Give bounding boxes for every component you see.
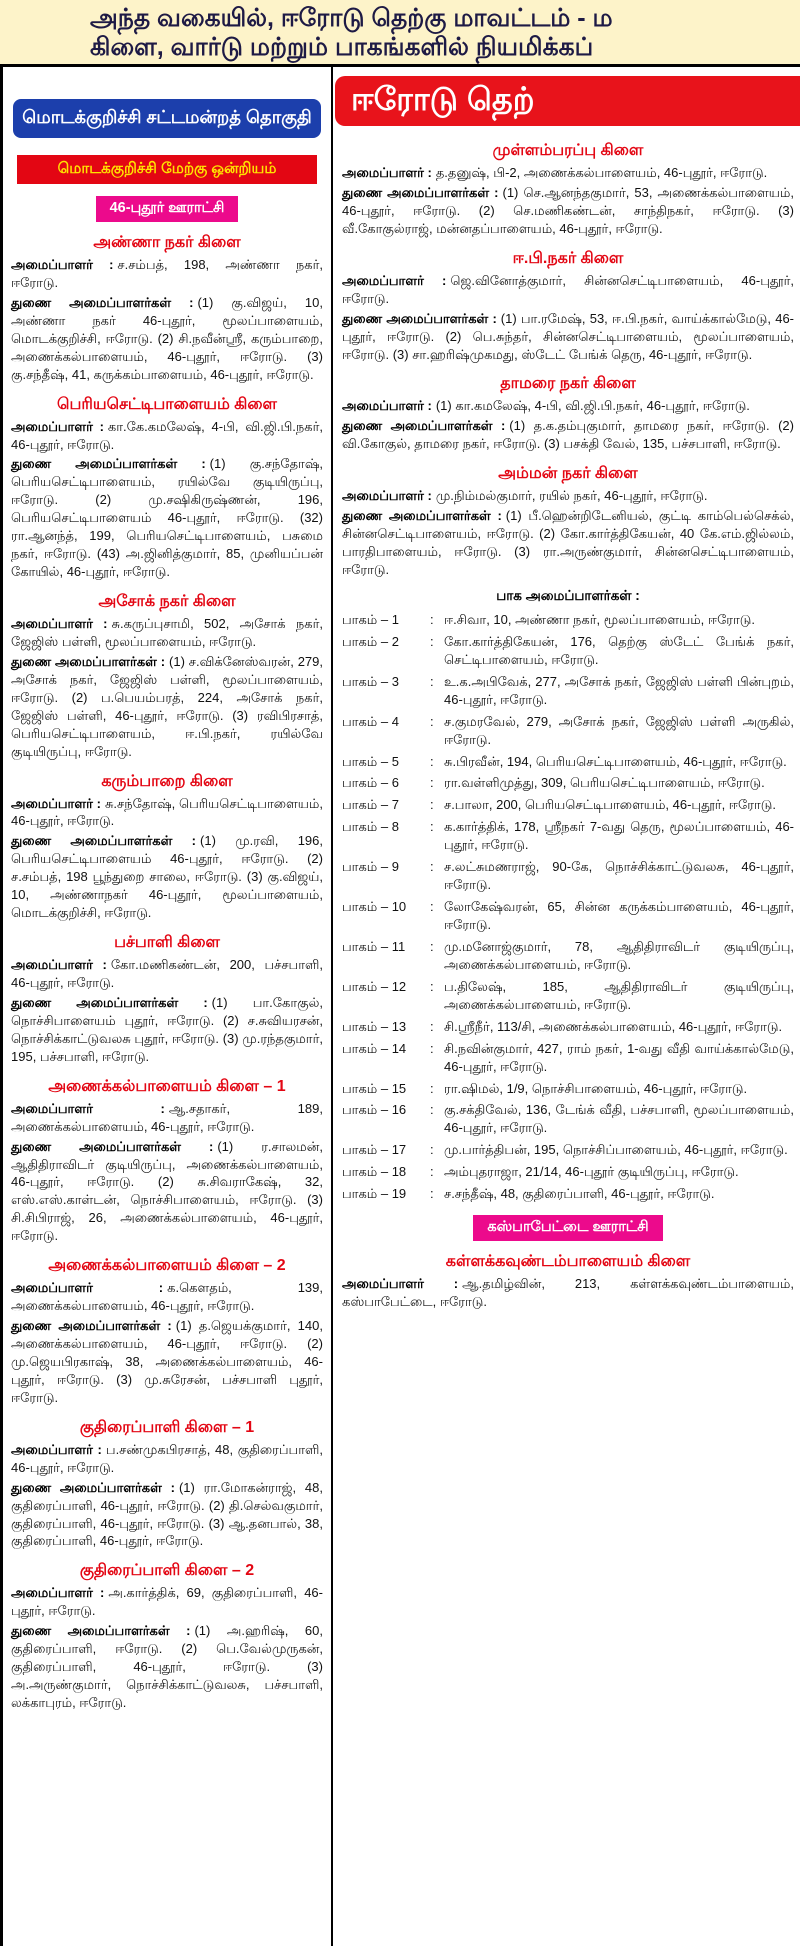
branch-heading: பச்பாளி கிளை: [114, 934, 220, 952]
branch-section: [11, 772, 323, 923]
organizer-line: [11, 1100, 323, 1136]
deputies-value: (1) த.க.தம்புகுமார், தாமரை நகர், ஈரோடு. (2) வி.கோகுல், தாமரை நகர், ஈரோடு. (3) பசக்தி வேல், 135, பச்சபாளி, ஈரோடு.: [342, 418, 794, 452]
branch-section: [11, 233, 323, 384]
deputies-value: (1) மு.ரவி, 196, பெரியசெட்டிபாளையம் 46-புதூர், ஈரோடு. (2) ச.சம்பத், 198 பூந்துறை சாலை, ஈரோடு. (3) கு.விஜய், 10, அண்ணாநகர் 46-புதூர், மூலப்பாளையம், மொடக்குறிச்சி, ஈரோடு.: [11, 833, 324, 921]
organizer-value: த.தனுஷ், பி-2, அணைக்கல்பாளையம், 46-புதூர், ஈரோடு.: [435, 165, 768, 180]
part-colon: :: [430, 819, 434, 835]
part-colon: :: [430, 713, 434, 729]
part-label: பாகம் – 13: [342, 1018, 407, 1034]
part-row: [342, 1080, 794, 1098]
deputies-line: [11, 294, 323, 384]
newspaper-masthead: ஈரோடு தெற்: [335, 76, 800, 126]
deputies-line: [342, 310, 794, 364]
part-row: [342, 1018, 794, 1036]
constituency-title: மொடக்குறிச்சி சட்டமன்றத் தொகுதி: [13, 99, 321, 138]
deputies-line: [342, 184, 794, 238]
part-text: சி.ஸ்ரீநீர், 113/சி, அணைக்கல்பாளையம், 46-புதூர், ஈரோடு.: [444, 1018, 783, 1034]
branch-heading: பெரியசெட்டிபாளையம் கிளை: [57, 395, 277, 413]
top-banner: [0, 0, 800, 64]
part-colon: :: [430, 1102, 434, 1118]
deputies-label: துணை அமைப்பாளர்கள் :: [11, 1479, 175, 1495]
organizer-value: ப.சண்முகபிரசாத், 48, குதிரைப்பாளி, 46-புதூர், ஈரோடு.: [11, 1441, 323, 1475]
left-column: [3, 67, 333, 1946]
deputies-line: [11, 1479, 323, 1551]
deputies-value: (1) செ.ஆனந்தகுமார், 53, அணைக்கல்பாளையம், 46-புதூர், ஈரோடு. (2) செ.மணிகண்டன், சாந்திநகர், ஈரோடு. (3) வீ.கோகுல்ராஜ், மன்னதப்பாளையம், 46-புதூர், ஈரோடு.: [342, 184, 794, 236]
organizer-label: அமைப்பாளர் :: [342, 398, 432, 414]
part-label: பாகம் – 6: [342, 775, 399, 791]
panchayat2-title: கஸ்பாபேட்டை ஊராட்சி: [473, 1215, 662, 1241]
part-label: பாகம் – 5: [342, 753, 399, 769]
part-colon: :: [430, 753, 434, 769]
deputies-label: துணை அமைப்பாளர்கள் :: [342, 508, 502, 524]
deputies-line: [11, 455, 323, 581]
deputies-label: துணை அமைப்பாளர்கள் :: [11, 1318, 172, 1334]
organizer-value: சு.கருப்புசாமி, 502, அசோக் நகர், ஜேஜிஸ் பள்ளி, மூலப்பாளையம், ஈரோடு.: [11, 616, 323, 649]
organizer-line: [11, 615, 323, 651]
part-label: பாகம் – 17: [342, 1142, 407, 1158]
part-label: பாகம் – 15: [342, 1080, 407, 1096]
right-column: [333, 67, 800, 1946]
part-label: பாகம் – 14: [342, 1040, 407, 1056]
part-colon: :: [430, 797, 434, 813]
branch-heading: கள்ளக்கவுண்டம்பாளையம் கிளை: [445, 1253, 691, 1271]
part-colon: :: [430, 899, 434, 915]
organizer-label: அமைப்பாளர் :: [11, 1280, 164, 1296]
part-text: ச.சந்தீஷ், 48, குதிரைப்பாளி, 46-புதூர், ஈரோடு.: [444, 1186, 715, 1202]
organizer-line: [342, 397, 794, 415]
organizer-value: க.கௌதம், 139, அணைக்கல்பாளையம், 46-புதூர், ஈரோடு.: [11, 1280, 323, 1314]
organizer-line: [11, 1279, 323, 1315]
part-colon: :: [430, 633, 434, 649]
organizer-label: அமைப்பாளர் :: [11, 257, 114, 272]
organizer-label: அமைப்பாளர் :: [11, 1585, 105, 1601]
parts-list: [342, 611, 794, 1203]
article-sheet: [0, 64, 800, 1946]
organizer-label: அமைப்பாளர் :: [342, 165, 432, 180]
branch-section: [11, 933, 323, 1066]
part-row: [342, 938, 794, 974]
left-sections: [11, 233, 323, 1712]
branch-section: [342, 464, 794, 579]
deputies-value: (1) த.ஜெயக்குமார், 140, அணைக்கல்பாளையம், 46-புதூர், ஈரோடு. (2) மு.ஜெயபிரகாஷ், 38, அணைக்கல்பாளையம், 46-புதூர், ஈரோடு. (3) மு.சுரேசன், பச்சபாளி புதூர், ஈரோடு.: [11, 1318, 323, 1405]
part-colon: :: [430, 978, 434, 994]
deputies-value: (1) ரா.மோகன்ராஜ், 48, குதிரைப்பாளி, 46-புதூர், ஈரோடு. (2) தி.செல்வகுமார், குதிரைப்பாளி, 46-புதூர், ஈரோடு. (3) ஆ.தனபால், 38, குதிரைப்பாளி, 46-புதூர், ஈரோடு.: [11, 1479, 324, 1549]
branch-section: [342, 249, 794, 364]
part-text: ச.குமரவேல், 279, அசோக் நகர், ஜேஜிஸ் பள்ளி அருகில், ஈரோடு.: [444, 713, 794, 747]
part-text: ச.லட்சுமணராஜ், 90-கே, நொச்சிக்காட்டுவலசு, 46-புதூர், ஈரோடு.: [444, 859, 794, 893]
organizer-value: சு.சந்தோஷ், பெரியசெட்டிபாளையம், 46-புதூர், ஈரோடு.: [11, 795, 323, 829]
deputies-value: (1) கு.விஜய், 10, அண்ணா நகர் 46-புதூர், மூலப்பாளையம், மொடக்குறிச்சி, ஈரோடு. (2) சி.நவீன்ஸ்ரீ, கரும்பாறை, அணைக்கல்பாளையம், 46-புதூர், ஈரோடு. (3) கு.சந்தீஷ், 41, கருக்கம்பாளையம், 46-புதூர், ஈரோடு.: [11, 294, 323, 382]
part-colon: :: [430, 1164, 434, 1180]
deputies-line: [342, 507, 794, 579]
part-text: லோகேஷ்வரன், 65, சின்ன கருக்கம்பாளையம், 46-புதூர், ஈரோடு.: [444, 899, 794, 932]
deputies-value: (1) கு.சந்தோஷ், பெரியசெட்டிபாளையம், ரயில்வே குடியிருப்பு, ஈரோடு. (2) மு.சஷிகிருஷ்ணன், 196, பெரியசெட்டிபாளையம் 46-புதூர், ஈரோடு. (32) ரா.ஆனந்த், 199, பெரியசெட்டிபாளையம், பசுமை நகர், ஈரோடு. (43) அ.ஜினித்குமார், 85, முனியப்பன் கோயில், 46-புதூர், ஈரோடு.: [11, 456, 323, 580]
organizer-label: அமைப்பாளர் :: [11, 957, 107, 973]
deputies-label: துணை அமைப்பாளர்கள் :: [11, 833, 197, 849]
part-label: பாகம் – 12: [342, 978, 407, 994]
organizer-label: அமைப்பாளர் :: [11, 1441, 102, 1457]
branch-heading: அணைக்கல்பாளையம் கிளை – 2: [48, 1257, 286, 1275]
part-label: பாகம் – 16: [342, 1102, 407, 1118]
organizer-line: [11, 795, 323, 831]
part-label: பாகம் – 11: [342, 938, 406, 954]
part-text: கோ.கார்த்திகேயன், 176, தெற்கு ஸ்டேட் பேங்க் நகர், செட்டிபாளையம், ஈரோடு.: [444, 633, 794, 667]
deputies-value: (1) பீ.ஹென்றிடேனியல், குட்டி காம்பெல்செக்ல், சின்னசெட்டிபாளையம், ஈரோடு. (2) கோ.கார்த்திகேயன், 40 கே.எம்.ஜில்லம், பாரதிபாளையம், ஈரோடு. (3) ரா.அருண்குமார், சின்னசெட்டிபாளையம், ஈரோடு.: [342, 508, 794, 577]
branch-heading: அண்ணா நகர் கிளை: [93, 234, 241, 251]
part-row: [342, 673, 794, 709]
branch-section: [11, 1561, 323, 1712]
branch-heading: தாமரை நகர் கிளை: [500, 375, 636, 393]
union-title: மொடக்குறிச்சி மேற்கு ஒன்றியம்: [17, 155, 317, 184]
organizer-value: அ.கார்த்திக், 69, குதிரைப்பாளி, 46-புதூர், ஈரோடு.: [11, 1585, 323, 1619]
part-row: [342, 1101, 794, 1137]
organizer-line: [342, 1275, 794, 1311]
part-colon: :: [430, 1186, 434, 1202]
part-row: [342, 898, 794, 934]
deputies-label: துணை அமைப்பாளர்கள் :: [342, 184, 499, 200]
part-label: பாகம் – 10: [342, 899, 407, 915]
deputies-label: துணை அமைப்பாளர்கள் :: [342, 418, 506, 434]
organizer-label: அமைப்பாளர் :: [11, 616, 108, 631]
organizer-label: அமைப்பாளர் :: [342, 488, 432, 504]
deputies-label: துணை அமைப்பாளர்கள் :: [11, 994, 208, 1010]
part-row: [342, 978, 794, 1014]
branch-section: [342, 374, 794, 453]
deputies-label: துணை அமைப்பாளர்கள் :: [11, 653, 166, 669]
organizer-value: கோ.மணிகண்டன், 200, பச்சபாளி, 46-புதூர், ஈரோடு.: [11, 957, 323, 990]
deputies-value: (1) அ.ஹரிஷ், 60, குதிரைப்பாளி, ஈரோடு. (2) பெ.வேல்முருகன், குதிரைப்பாளி, 46-புதூர், ஈரோடு. (3) அ.அருண்குமார், நொச்சிக்காட்டுவலசு, பச்சபாளி, லக்காபுரம், ஈரோடு.: [11, 1623, 323, 1710]
part-row: [342, 1163, 794, 1181]
organizer-value: (1) கா.கமலேஷ், 4-பி, வி.ஜி.பி.நகர், 46-புதூர், ஈரோடு.: [435, 398, 750, 414]
right-sections: [342, 141, 794, 579]
part-text: ரா.ஷிமல், 1/9, நொச்சிபாளையம், 46-புதூர், ஈரோடு.: [444, 1080, 748, 1096]
branch-section: [342, 1252, 794, 1311]
deputies-label: துணை அமைப்பாளர்கள் :: [11, 1138, 214, 1154]
part-row: [342, 633, 794, 669]
part-text: மு.மனோஜ்குமார், 78, ஆதிதிராவிடர் குடியிருப்பு, அணைக்கல்பாளையம், ஈரோடு.: [444, 938, 794, 972]
deputies-label: துணை அமைப்பாளர்கள் :: [11, 456, 206, 472]
branch-heading: குதிரைப்பாளி கிளை – 1: [79, 1418, 255, 1436]
deputies-value: (1) ச.விக்னேஸ்வரன், 279, அசோக் நகர், ஜேஜிஸ் பள்ளி, மூலப்பாளையம், ஈரோடு. (2) ப.பெயம்பரத், 224, அசோக் நகர், ஜேஜிஸ் பள்ளி, 46-புதூர், ஈரோடு. (3) ரவிபிரசாத், பெரியசெட்டிபாளையம், ஈ.பி.நகர், ரயில்வே குடியிருப்பு, ஈரோடு.: [11, 653, 323, 759]
part-label: பாகம் – 9: [342, 859, 399, 875]
part-colon: :: [430, 775, 434, 791]
parts-heading: பாக அமைப்பாளர்கள் :: [496, 587, 640, 603]
organizer-value: ஆ.தமிழ்வின், 213, கள்ளக்கவுண்டம்பாளையம், கஸ்பாபேட்டை, ஈரோடு.: [342, 1276, 794, 1310]
part-colon: :: [430, 1018, 434, 1034]
part-label: பாகம் – 19: [342, 1186, 407, 1202]
part-text: கு.சக்திவேல், 136, டேங்க் வீதி, பச்சபாளி, மூலப்பாளையம், 46-புதூர், ஈரோடு.: [444, 1102, 794, 1136]
branch-heading: ஈ.பி.நகர் கிளை: [512, 249, 624, 267]
deputies-line: [11, 1622, 323, 1712]
part-label: பாகம் – 18: [342, 1164, 407, 1180]
organizer-line: [11, 1584, 323, 1620]
deputies-value: (1) பா.கோகுல், நொச்சிபாளையம் புதூர், ஈரோடு. (2) ச.சுவியரசன், நொச்சிக்காட்டுவலசு புதூர், ஈரோடு. (3) மு.ரந்தகுமார், 195, பச்சபாளி, ஈரோடு.: [11, 994, 324, 1064]
part-colon: :: [430, 938, 434, 954]
part-text: அம்புதராஜா, 21/14, 46-புதூர் குடியிருப்பு, ஈரோடு.: [444, 1164, 739, 1180]
part-row: [342, 774, 794, 792]
part-row: [342, 1141, 794, 1159]
organizer-value: ச.சம்பத், 198, அண்ணா நகர், ஈரோடு.: [11, 257, 323, 290]
part-row: [342, 796, 794, 814]
organizer-value: ஆ.சதாகர், 189, அணைக்கல்பாளையம், 46-புதூர், ஈரோடு.: [11, 1100, 323, 1134]
organizer-label: அமைப்பாளர் :: [11, 1100, 165, 1116]
branch-section: [11, 1077, 323, 1246]
part-label: பாகம் – 8: [342, 819, 399, 835]
part-colon: :: [430, 611, 434, 627]
part-text: சு.பிரவீன், 194, பெரியசெட்டிபாளையம், 46-புதூர், ஈரோடு.: [444, 753, 787, 769]
part-colon: :: [430, 1080, 434, 1096]
part-row: [342, 611, 794, 629]
part-row: [342, 858, 794, 894]
organizer-line: [11, 418, 323, 454]
part-colon: :: [430, 1142, 434, 1158]
part-row: [342, 818, 794, 854]
organizer-value: மு.நிம்மல்குமார், ரயில் நகர், 46-புதூர், ஈரோடு.: [435, 488, 708, 504]
part-label: பாகம் – 3: [342, 673, 399, 689]
deputies-label: துணை அமைப்பாளர்கள் :: [342, 310, 497, 326]
organizer-value: கா.கே.கமலேஷ், 4-பி, வி.ஜி.பி.நகர், 46-புதூர், ஈரோடு.: [11, 418, 323, 452]
deputies-line: [11, 994, 323, 1066]
branch-section: [11, 592, 323, 761]
part-text: சி.நவின்குமார், 427, ராம் நகர், 1-வது வீதி வாய்க்கால்மேடு, 46-புதூர், ஈரோடு.: [444, 1040, 794, 1074]
deputies-label: துணை அமைப்பாளர்கள் :: [11, 294, 194, 310]
organizer-label: அமைப்பாளர் :: [342, 272, 447, 288]
branch-section: [11, 1418, 323, 1551]
organizer-label: அமைப்பாளர் :: [11, 795, 101, 811]
deputies-line: [11, 832, 323, 922]
organizer-line: [342, 487, 794, 505]
part-text: ப.திலேஷ், 185, ஆதிதிராவிடர் குடியிருப்பு, அணைக்கல்பாளையம், ஈரோடு.: [444, 978, 794, 1012]
part-row: [342, 713, 794, 749]
banner-line-1: அந்த வகையில், ஈரோடு தெற்கு மாவட்டம் - ம: [90, 4, 613, 32]
branch-heading: முள்ளம்பரப்பு கிளை: [492, 142, 644, 159]
part-row: [342, 753, 794, 771]
part-label: பாகம் – 2: [342, 633, 399, 649]
branch-section: [11, 1256, 323, 1407]
branch-heading: அசோக் நகர் கிளை: [98, 593, 236, 610]
part-colon: :: [430, 859, 434, 875]
deputies-value: (1) ர.சாலமன், ஆதிதிராவிடர் குடியிருப்பு, அணைக்கல்பாளையம், 46-புதூர், ஈரோடு. (2) சு.சிவராகேஷ், 32, எஸ்.எஸ்.காள்டன், நொச்சிபாளையம், ஈரோடு. (3) சி.சிபிராஜ், 26, அணைக்கல்பாளையம், 46-புதூர், ஈரோடு.: [11, 1138, 323, 1244]
deputies-line: [11, 1138, 323, 1246]
part-label: பாகம் – 7: [342, 797, 399, 813]
organizer-line: [11, 1441, 323, 1477]
branch-section: [11, 395, 323, 581]
organizer-line: [342, 272, 794, 308]
part-row: [342, 1040, 794, 1076]
part-text: ச.பாலா, 200, பெரியசெட்டிபாளையம், 46-புதூர், ஈரோடு.: [444, 797, 776, 813]
deputies-line: [11, 1317, 323, 1407]
part-text: ரா.வள்ளிமுத்து, 309, பெரியசெட்டிபாளையம், ஈரோடு.: [444, 775, 765, 791]
deputies-value: (1) பா.ரமேஷ், 53, ஈ.பி.நகர், வாய்க்கால்மேடு, 46-புதூர், ஈரோடு. (2) பெ.சுந்தர், சின்னசெட்டிபாளையம், மூலப்பாளையம், ஈரோடு. (3) சா.ஹரிஷ்முகமது, ஸ்டேட் பேங்க் தெரு, 46-புதூர், ஈரோடு.: [342, 310, 794, 362]
part-row: [342, 1185, 794, 1203]
part-text: ஈ.சிவா, 10, அண்ணா நகர், மூலப்பாளையம், ஈரோடு.: [444, 611, 756, 627]
banner-line-2: கிளை, வார்டு மற்றும் பாகங்களில் நியமிக்கப்: [90, 33, 594, 61]
deputies-line: [342, 417, 794, 453]
organizer-line: [11, 256, 323, 292]
part-text: மு.பார்த்திபன், 195, நொச்சிப்பாளையம், 46-புதூர், ஈரோடு.: [444, 1142, 788, 1158]
branch-heading: அம்மன் நகர் கிளை: [498, 465, 638, 483]
panchayat-title: 46-புதூர் ஊராட்சி: [96, 196, 239, 222]
final-section: [342, 1252, 794, 1311]
right-column-body: [333, 130, 800, 1315]
part-colon: :: [430, 1040, 434, 1056]
part-colon: :: [430, 673, 434, 689]
part-label: பாகம் – 4: [342, 713, 399, 729]
part-label: பாகம் – 1: [342, 611, 399, 627]
part-text: உ.க.அபிவேக், 277, அசோக் நகர், ஜேஜிஸ் பள்ளி பின்புறம், 46-புதூர், ஈரோடு.: [444, 673, 794, 707]
organizer-label: அமைப்பாளர் :: [342, 1276, 459, 1292]
part-text: க.கார்த்திக், 178, ஸ்ரீநகர் 7-வது தெரு, மூலப்பாளையம், 46-புதூர், ஈரோடு.: [444, 819, 794, 853]
organizer-value: ஜெ.வினோத்குமார், சின்னசெட்டிபாளையம், 46-புதூர், ஈரோடு.: [342, 272, 794, 306]
branch-heading: அணைக்கல்பாளையம் கிளை – 1: [48, 1077, 286, 1095]
deputies-line: [11, 653, 323, 761]
branch-heading: கரும்பாறை கிளை: [101, 772, 233, 790]
organizer-label: அமைப்பாளர் :: [11, 418, 104, 434]
branch-section: [342, 141, 794, 238]
organizer-line: [342, 164, 794, 182]
deputies-label: துணை அமைப்பாளர்கள் :: [11, 1623, 191, 1639]
branch-heading: குதிரைப்பாளி கிளை – 2: [79, 1562, 255, 1580]
organizer-line: [11, 956, 323, 992]
